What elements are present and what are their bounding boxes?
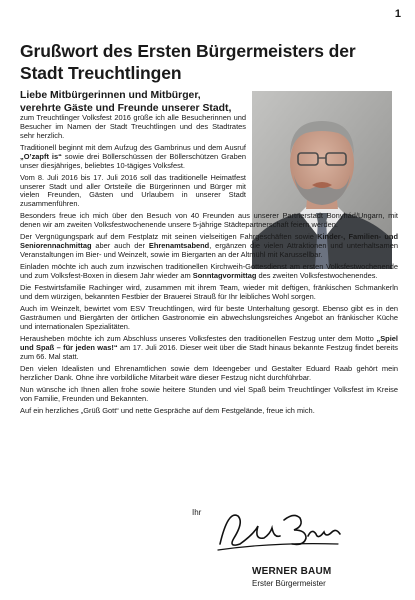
paragraph: Traditionell beginnt mit dem Aufzug des Gambrinus und dem Ausruf „O’zapft is“ sowie drei Böllerschüssen der Böllerschützen Graben unser diesjähriges, beliebtes 10-tägiges Volksfest. — [20, 142, 246, 170]
paragraph: Der Vergnügungspark auf dem Festplatz mit seinen vielseitigen Fahrgeschäften sowie Kinder-, Familien- und Seniorennachmittag aber auch der Ehrenamtsabend, ergänzen die vielen Attraktionen und unterhaltsamen Veranstaltungen im Bier- und Weinzelt, sowie im Biergarten an der Altmühl mit Karussellbar. — [20, 232, 399, 259]
signature-block — [192, 508, 392, 590]
paragraph: Den vielen Idealisten und Ehrenamtlichen sowie dem Ideengeber und Gestalter Eduard Raab gehört mein herzlicher Dank. Ohne ihre vorbildliche Mitarbeit wäre dieser Festzug nicht durchführbar. — [20, 363, 398, 382]
paragraph: zum Treuchtlinger Volksfest 2016 grüße ich alle Besucherinnen und Besucher im Namen der Stadt Treuchtlingen und des Stadtrates sehr herzlich. — [20, 113, 246, 140]
paragraph: Die Festwirtsfamilie Rachinger wird, zusammen mit ihrem Team, wieder mit deftigen, fränkischen Schmankerln und dem würzigen, bekannten Festbier der Brauerei Strauß für Ihr leibliches Wohl sorgen. — [20, 283, 398, 301]
page-title: Grußwort des Ersten Bürgermeisters der Stadt Treuchtlingen — [20, 41, 356, 83]
paragraph: Nun wünsche ich Ihnen allen frohe sowie heitere Stunden und viel Spaß beim Treuchtlinger Volksfest im Kreise von Familie, Freunden und Bekannten. — [20, 384, 398, 403]
closing-word: Ihr — [192, 508, 202, 517]
signatory-name: WERNER BAUM — [252, 566, 332, 577]
signatory-role: Erster Bürgermeister — [252, 579, 326, 588]
page-number: 1 — [394, 8, 401, 20]
paragraph: Vom 8. Juli 2016 bis 17. Juli 2016 soll das traditionelle Heimatfest unserer Stadt und aller Ortsteile die Bürgerinnen und Bürger mit vielen Freunden, Gästen und Urlaubern in unserer Stadt zusammenführen. — [20, 172, 246, 209]
salutation: Liebe Mitbürgerinnen und Mitbürger, verehrte Gäste und Freunde unserer Stadt, — [20, 90, 232, 114]
paragraph: Auf ein herzliches „Grüß Gott“ und nette Gespräche auf dem Festgelände, freue ich mich. — [20, 405, 315, 415]
paragraph: Besonders freue ich mich über den Besuch von 40 Freunden aus unserer Partnerstadt Bonyhád/Ungarn, mit denen wir am zweiten Volksfestwochenende unsere 5-jährige Städtepartnerschaft feiern werden. — [20, 211, 398, 230]
paragraph: Herausheben möchte ich zum Abschluss unseres Volksfestes den traditionellen Festzug unter dem Motto „Spiel und Spaß – für jeden was!“ am 17. Juli 2016. Dieser weit über die Stadt hinaus bekannte Festzug findet bereits zum 66. Mal statt. — [20, 333, 399, 361]
letter-body — [20, 114, 398, 419]
paragraph: Auch im Weinzelt, bewirtet vom ESV Treuchtlingen, wird für beste Unterhaltung gesorgt. Ebenso gibt es in den Gasträumen und Biergärten der örtlichen Gastronomie ein abwechslungsreiches Angebot an fränkischer Küche und internationalen Spezialitäten. — [20, 304, 398, 331]
paragraph: Einladen möchte ich auch zum inzwischen traditionellen Kirchweih-Gottesdienst am ersten Volksfestwochenende und zum Volksfest-Boxen in diesem Jahr wieder am Sonntagvormittag des zweiten Volksfestwochenendes. — [20, 262, 398, 280]
handwritten-signature-icon — [214, 504, 344, 560]
